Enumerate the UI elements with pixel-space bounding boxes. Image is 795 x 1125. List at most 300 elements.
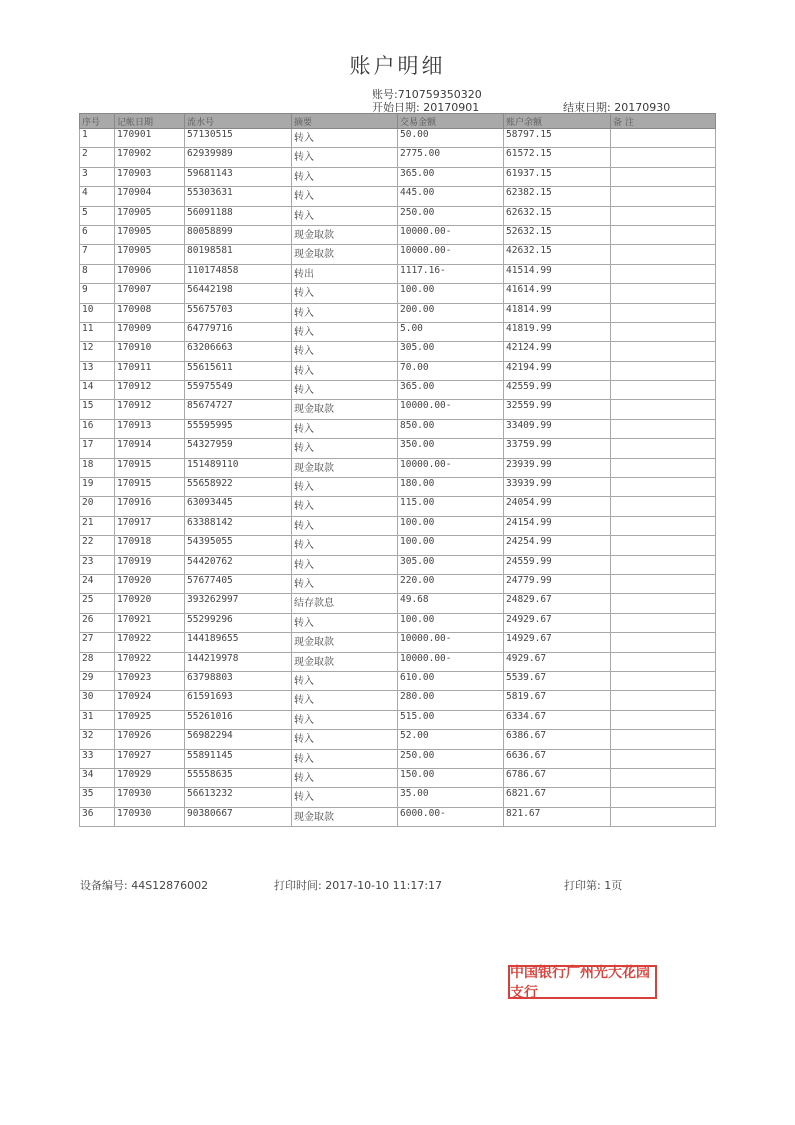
cell-amount: 200.00	[398, 303, 504, 322]
table-row	[80, 478, 716, 497]
account-number: 账号:710759350320	[372, 88, 482, 101]
cell-remark	[611, 322, 716, 341]
cell-amount: 305.00	[398, 555, 504, 574]
cell-summary: 现金取款	[292, 633, 398, 652]
print-page: 打印第: 1页	[564, 879, 623, 892]
device-number: 设备编号: 44S12876002	[80, 879, 209, 892]
cell-amount: 70.00	[398, 361, 504, 380]
cell-balance: 62382.15	[504, 187, 611, 206]
cell-amount: 250.00	[398, 206, 504, 225]
table-row	[80, 361, 716, 380]
cell-index: 4	[80, 187, 115, 206]
cell-index: 1	[80, 129, 115, 148]
table-body	[80, 129, 716, 827]
cell-amount: 10000.00-	[398, 400, 504, 419]
cell-summary: 转入	[292, 381, 398, 400]
cell-amount: 35.00	[398, 788, 504, 807]
cell-balance: 33409.99	[504, 419, 611, 438]
cell-date: 170912	[115, 400, 185, 419]
cell-remark	[611, 284, 716, 303]
cell-date: 170916	[115, 497, 185, 516]
cell-amount: 52.00	[398, 730, 504, 749]
cell-summary: 转入	[292, 710, 398, 729]
cell-balance: 24779.99	[504, 574, 611, 593]
cell-date: 170903	[115, 167, 185, 186]
cell-serial: 57677405	[185, 574, 292, 593]
cell-serial: 144219978	[185, 652, 292, 671]
cell-date: 170920	[115, 594, 185, 613]
table-row	[80, 303, 716, 322]
print-time: 打印时间: 2017-10-10 11:17:17	[274, 879, 443, 892]
cell-summary: 结存款息	[292, 594, 398, 613]
cell-summary: 现金取款	[292, 807, 398, 826]
cell-index: 2	[80, 148, 115, 167]
cell-balance: 24559.99	[504, 555, 611, 574]
cell-balance: 6821.67	[504, 788, 611, 807]
cell-remark	[611, 400, 716, 419]
cell-remark	[611, 303, 716, 322]
cell-summary: 转入	[292, 730, 398, 749]
cell-date: 170904	[115, 187, 185, 206]
cell-index: 31	[80, 710, 115, 729]
cell-date: 170912	[115, 381, 185, 400]
cell-index: 28	[80, 652, 115, 671]
cell-serial: 90380667	[185, 807, 292, 826]
cell-summary: 现金取款	[292, 245, 398, 264]
cell-summary: 转入	[292, 613, 398, 632]
cell-index: 29	[80, 671, 115, 690]
bank-seal-stamp	[508, 965, 657, 999]
cell-serial: 63798803	[185, 671, 292, 690]
cell-serial: 85674727	[185, 400, 292, 419]
cell-summary: 转入	[292, 788, 398, 807]
cell-serial: 110174858	[185, 264, 292, 283]
cell-balance: 23939.99	[504, 458, 611, 477]
cell-summary: 转入	[292, 148, 398, 167]
cell-summary: 转入	[292, 768, 398, 787]
cell-amount: 180.00	[398, 478, 504, 497]
cell-index: 7	[80, 245, 115, 264]
cell-serial: 393262997	[185, 594, 292, 613]
cell-date: 170914	[115, 439, 185, 458]
cell-index: 19	[80, 478, 115, 497]
table-row	[80, 536, 716, 555]
table-row	[80, 516, 716, 535]
cell-serial: 55891145	[185, 749, 292, 768]
cell-index: 35	[80, 788, 115, 807]
cell-date: 170915	[115, 478, 185, 497]
cell-summary: 转入	[292, 206, 398, 225]
cell-remark	[611, 594, 716, 613]
cell-serial: 57130515	[185, 129, 292, 148]
cell-balance: 58797.15	[504, 129, 611, 148]
cell-remark	[611, 381, 716, 400]
cell-balance: 42194.99	[504, 361, 611, 380]
cell-summary: 现金取款	[292, 225, 398, 244]
cell-remark	[611, 555, 716, 574]
cell-amount: 365.00	[398, 167, 504, 186]
cell-summary: 现金取款	[292, 458, 398, 477]
cell-date: 170915	[115, 458, 185, 477]
cell-balance: 24254.99	[504, 536, 611, 555]
table-row	[80, 129, 716, 148]
cell-remark	[611, 264, 716, 283]
cell-summary: 转入	[292, 574, 398, 593]
cell-amount: 100.00	[398, 284, 504, 303]
cell-balance: 24929.67	[504, 613, 611, 632]
cell-remark	[611, 633, 716, 652]
cell-balance: 6786.67	[504, 768, 611, 787]
cell-serial: 56613232	[185, 788, 292, 807]
cell-summary: 转入	[292, 516, 398, 535]
cell-date: 170905	[115, 225, 185, 244]
table-row	[80, 225, 716, 244]
table-row	[80, 458, 716, 477]
cell-balance: 42632.15	[504, 245, 611, 264]
cell-index: 26	[80, 613, 115, 632]
cell-serial: 61591693	[185, 691, 292, 710]
cell-remark	[611, 361, 716, 380]
cell-summary: 转入	[292, 691, 398, 710]
cell-balance: 61937.15	[504, 167, 611, 186]
cell-index: 6	[80, 225, 115, 244]
cell-date: 170910	[115, 342, 185, 361]
cell-serial: 56091188	[185, 206, 292, 225]
cell-date: 170920	[115, 574, 185, 593]
cell-remark	[611, 439, 716, 458]
cell-summary: 转入	[292, 555, 398, 574]
cell-index: 23	[80, 555, 115, 574]
cell-balance: 41614.99	[504, 284, 611, 303]
cell-amount: 220.00	[398, 574, 504, 593]
header-date: 记帐日期	[115, 114, 185, 129]
cell-remark	[611, 768, 716, 787]
cell-date: 170908	[115, 303, 185, 322]
cell-remark	[611, 458, 716, 477]
cell-date: 170918	[115, 536, 185, 555]
cell-remark	[611, 148, 716, 167]
table-row	[80, 322, 716, 341]
table-row	[80, 497, 716, 516]
table-row	[80, 148, 716, 167]
cell-remark	[611, 536, 716, 555]
cell-summary: 转入	[292, 342, 398, 361]
table-row	[80, 652, 716, 671]
header-remark: 备 注	[611, 114, 716, 129]
cell-amount: 10000.00-	[398, 225, 504, 244]
cell-serial: 63388142	[185, 516, 292, 535]
cell-index: 15	[80, 400, 115, 419]
cell-serial: 54327959	[185, 439, 292, 458]
table-row	[80, 555, 716, 574]
cell-summary: 转入	[292, 284, 398, 303]
header-index: 序号	[80, 114, 115, 129]
cell-balance: 6334.67	[504, 710, 611, 729]
table-row	[80, 633, 716, 652]
cell-remark	[611, 206, 716, 225]
cell-date: 170909	[115, 322, 185, 341]
cell-amount: 10000.00-	[398, 458, 504, 477]
cell-balance: 24154.99	[504, 516, 611, 535]
cell-amount: 5.00	[398, 322, 504, 341]
cell-balance: 5819.67	[504, 691, 611, 710]
cell-amount: 10000.00-	[398, 245, 504, 264]
cell-amount: 115.00	[398, 497, 504, 516]
cell-date: 170922	[115, 633, 185, 652]
cell-serial: 151489110	[185, 458, 292, 477]
cell-amount: 350.00	[398, 439, 504, 458]
cell-balance: 42559.99	[504, 381, 611, 400]
cell-index: 20	[80, 497, 115, 516]
cell-serial: 56982294	[185, 730, 292, 749]
table-row	[80, 245, 716, 264]
cell-balance: 61572.15	[504, 148, 611, 167]
cell-balance: 52632.15	[504, 225, 611, 244]
cell-index: 14	[80, 381, 115, 400]
cell-index: 10	[80, 303, 115, 322]
cell-serial: 55675703	[185, 303, 292, 322]
cell-index: 18	[80, 458, 115, 477]
table-row	[80, 691, 716, 710]
bank-seal-text: 中国银行广州光大花园支行	[510, 965, 650, 1001]
table-row	[80, 730, 716, 749]
cell-balance: 5539.67	[504, 671, 611, 690]
table-row	[80, 264, 716, 283]
cell-date: 170921	[115, 613, 185, 632]
cell-remark	[611, 574, 716, 593]
cell-amount: 1117.16-	[398, 264, 504, 283]
cell-balance: 41819.99	[504, 322, 611, 341]
transaction-table	[79, 113, 716, 827]
cell-remark	[611, 807, 716, 826]
cell-balance: 4929.67	[504, 652, 611, 671]
table-row	[80, 284, 716, 303]
table-row	[80, 594, 716, 613]
cell-remark	[611, 478, 716, 497]
cell-amount: 6000.00-	[398, 807, 504, 826]
cell-date: 170907	[115, 284, 185, 303]
cell-amount: 100.00	[398, 536, 504, 555]
cell-remark	[611, 691, 716, 710]
cell-balance: 821.67	[504, 807, 611, 826]
cell-amount: 10000.00-	[398, 652, 504, 671]
cell-summary: 转入	[292, 478, 398, 497]
cell-serial: 55595995	[185, 419, 292, 438]
cell-remark	[611, 342, 716, 361]
cell-serial: 55615611	[185, 361, 292, 380]
cell-amount: 305.00	[398, 342, 504, 361]
cell-remark	[611, 187, 716, 206]
table-row	[80, 342, 716, 361]
table-row	[80, 807, 716, 826]
start-date: 开始日期: 20170901	[372, 101, 480, 114]
cell-index: 17	[80, 439, 115, 458]
table-header-row	[80, 114, 716, 129]
cell-serial: 55299296	[185, 613, 292, 632]
cell-date: 170930	[115, 807, 185, 826]
cell-serial: 63093445	[185, 497, 292, 516]
cell-date: 170923	[115, 671, 185, 690]
cell-serial: 80198581	[185, 245, 292, 264]
cell-date: 170925	[115, 710, 185, 729]
cell-serial: 62939989	[185, 148, 292, 167]
cell-serial: 80058899	[185, 225, 292, 244]
cell-summary: 转入	[292, 361, 398, 380]
table-row	[80, 187, 716, 206]
cell-remark	[611, 749, 716, 768]
cell-summary: 转出	[292, 264, 398, 283]
cell-summary: 转入	[292, 497, 398, 516]
cell-serial: 59681143	[185, 167, 292, 186]
cell-index: 13	[80, 361, 115, 380]
cell-summary: 转入	[292, 303, 398, 322]
cell-amount: 250.00	[398, 749, 504, 768]
cell-index: 33	[80, 749, 115, 768]
cell-serial: 55303631	[185, 187, 292, 206]
table-row	[80, 768, 716, 787]
header-summary: 摘要	[292, 114, 398, 129]
cell-serial: 55975549	[185, 381, 292, 400]
table-row	[80, 613, 716, 632]
cell-summary: 转入	[292, 536, 398, 555]
cell-remark	[611, 788, 716, 807]
cell-index: 27	[80, 633, 115, 652]
cell-index: 22	[80, 536, 115, 555]
cell-date: 170924	[115, 691, 185, 710]
cell-summary: 转入	[292, 671, 398, 690]
cell-summary: 转入	[292, 167, 398, 186]
cell-amount: 445.00	[398, 187, 504, 206]
cell-index: 25	[80, 594, 115, 613]
cell-amount: 850.00	[398, 419, 504, 438]
cell-amount: 10000.00-	[398, 633, 504, 652]
cell-index: 32	[80, 730, 115, 749]
table-row	[80, 574, 716, 593]
cell-amount: 100.00	[398, 516, 504, 535]
cell-balance: 41814.99	[504, 303, 611, 322]
table-row	[80, 206, 716, 225]
cell-index: 3	[80, 167, 115, 186]
cell-amount: 280.00	[398, 691, 504, 710]
cell-index: 11	[80, 322, 115, 341]
cell-balance: 14929.67	[504, 633, 611, 652]
cell-balance: 32559.99	[504, 400, 611, 419]
cell-index: 34	[80, 768, 115, 787]
cell-balance: 6636.67	[504, 749, 611, 768]
table-row	[80, 381, 716, 400]
cell-remark	[611, 730, 716, 749]
cell-amount: 365.00	[398, 381, 504, 400]
cell-remark	[611, 497, 716, 516]
cell-date: 170902	[115, 148, 185, 167]
cell-remark	[611, 419, 716, 438]
cell-amount: 2775.00	[398, 148, 504, 167]
cell-index: 36	[80, 807, 115, 826]
cell-date: 170927	[115, 749, 185, 768]
cell-remark	[611, 671, 716, 690]
cell-index: 8	[80, 264, 115, 283]
cell-serial: 64779716	[185, 322, 292, 341]
cell-summary: 转入	[292, 187, 398, 206]
table-row	[80, 749, 716, 768]
cell-index: 5	[80, 206, 115, 225]
cell-balance: 24054.99	[504, 497, 611, 516]
cell-summary: 现金取款	[292, 652, 398, 671]
table-row	[80, 710, 716, 729]
cell-amount: 150.00	[398, 768, 504, 787]
cell-date: 170905	[115, 206, 185, 225]
cell-date: 170906	[115, 264, 185, 283]
cell-summary: 现金取款	[292, 400, 398, 419]
cell-date: 170913	[115, 419, 185, 438]
cell-amount: 610.00	[398, 671, 504, 690]
cell-serial: 54420762	[185, 555, 292, 574]
cell-remark	[611, 167, 716, 186]
cell-date: 170905	[115, 245, 185, 264]
table-row	[80, 671, 716, 690]
cell-balance: 42124.99	[504, 342, 611, 361]
cell-remark	[611, 613, 716, 632]
end-date: 结束日期: 20170930	[563, 101, 671, 114]
table-row	[80, 788, 716, 807]
cell-index: 30	[80, 691, 115, 710]
cell-balance: 33759.99	[504, 439, 611, 458]
cell-summary: 转入	[292, 419, 398, 438]
cell-remark	[611, 245, 716, 264]
cell-serial: 55261016	[185, 710, 292, 729]
cell-date: 170911	[115, 361, 185, 380]
cell-date: 170919	[115, 555, 185, 574]
cell-summary: 转入	[292, 749, 398, 768]
page-title: 账户明细	[349, 54, 446, 78]
cell-index: 24	[80, 574, 115, 593]
cell-serial: 63206663	[185, 342, 292, 361]
cell-amount: 515.00	[398, 710, 504, 729]
cell-date: 170926	[115, 730, 185, 749]
cell-remark	[611, 710, 716, 729]
cell-remark	[611, 225, 716, 244]
table-row	[80, 439, 716, 458]
cell-date: 170922	[115, 652, 185, 671]
cell-amount: 49.68	[398, 594, 504, 613]
cell-index: 21	[80, 516, 115, 535]
cell-balance: 62632.15	[504, 206, 611, 225]
cell-serial: 55658922	[185, 478, 292, 497]
cell-summary: 转入	[292, 439, 398, 458]
cell-serial: 56442198	[185, 284, 292, 303]
table-row	[80, 167, 716, 186]
cell-serial: 144189655	[185, 633, 292, 652]
cell-date: 170929	[115, 768, 185, 787]
cell-amount: 50.00	[398, 129, 504, 148]
table-row	[80, 419, 716, 438]
cell-index: 12	[80, 342, 115, 361]
cell-balance: 41514.99	[504, 264, 611, 283]
cell-index: 9	[80, 284, 115, 303]
cell-date: 170917	[115, 516, 185, 535]
cell-remark	[611, 652, 716, 671]
cell-serial: 55558635	[185, 768, 292, 787]
cell-date: 170930	[115, 788, 185, 807]
cell-balance: 33939.99	[504, 478, 611, 497]
cell-date: 170901	[115, 129, 185, 148]
cell-summary: 转入	[292, 129, 398, 148]
header-amount: 交易金额	[398, 114, 504, 129]
header-serial: 流水号	[185, 114, 292, 129]
cell-serial: 54395055	[185, 536, 292, 555]
header-balance: 账户余额	[504, 114, 611, 129]
cell-index: 16	[80, 419, 115, 438]
